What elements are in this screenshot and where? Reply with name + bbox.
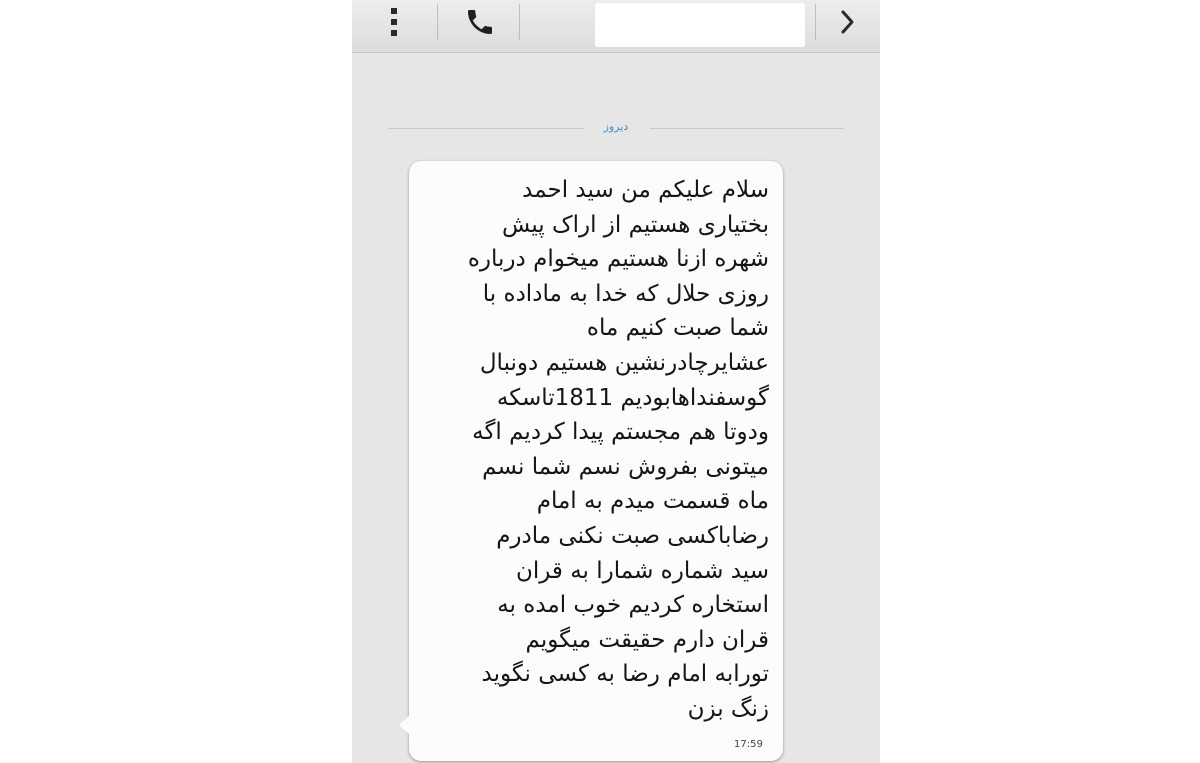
message-text: سلام علیکم من سید احمد بختیاری هستیم از اراک پیش شهره ازنا هستیم میخوام درباره روزی حلال که خدا به ماداده با شما صبت کنیم ماه عشایرچادرنشین هستیم دونبال گوسفنداهابودیم 1811تاسکه ودوتا هم مجستم پیدا کردیم اگه میتونی بفروش نسم شما نسم ماه قسمت میدم به امام رضاباکسی صبت نکنی مادرم سید شماره شمارا به قران استخاره کردیم خوب امده به قران دارم حقیقت میگویم تورابه امام رضا به کسی نگوید زنگ بزن [467, 177, 769, 722]
message-timestamp: 17:59 [734, 739, 763, 750]
chevron-right-icon [839, 8, 857, 36]
divider-line-right [650, 128, 844, 129]
toolbar-separator [437, 4, 438, 40]
bubble-tail [399, 715, 410, 735]
divider-line-left [388, 128, 584, 129]
toolbar-separator [519, 4, 520, 40]
forward-button[interactable] [828, 0, 868, 44]
menu-button[interactable] [374, 0, 414, 44]
toolbar-separator [815, 4, 816, 40]
menu-dots-vertical-icon [388, 6, 400, 38]
message-bubble[interactable] [409, 161, 783, 761]
contact-name-field[interactable] [595, 3, 805, 47]
day-label: دیروز [603, 120, 629, 133]
date-divider [388, 120, 844, 140]
messaging-screen [352, 0, 880, 763]
call-button[interactable] [452, 0, 508, 44]
conversation-toolbar [352, 0, 880, 53]
phone-icon [464, 6, 496, 38]
